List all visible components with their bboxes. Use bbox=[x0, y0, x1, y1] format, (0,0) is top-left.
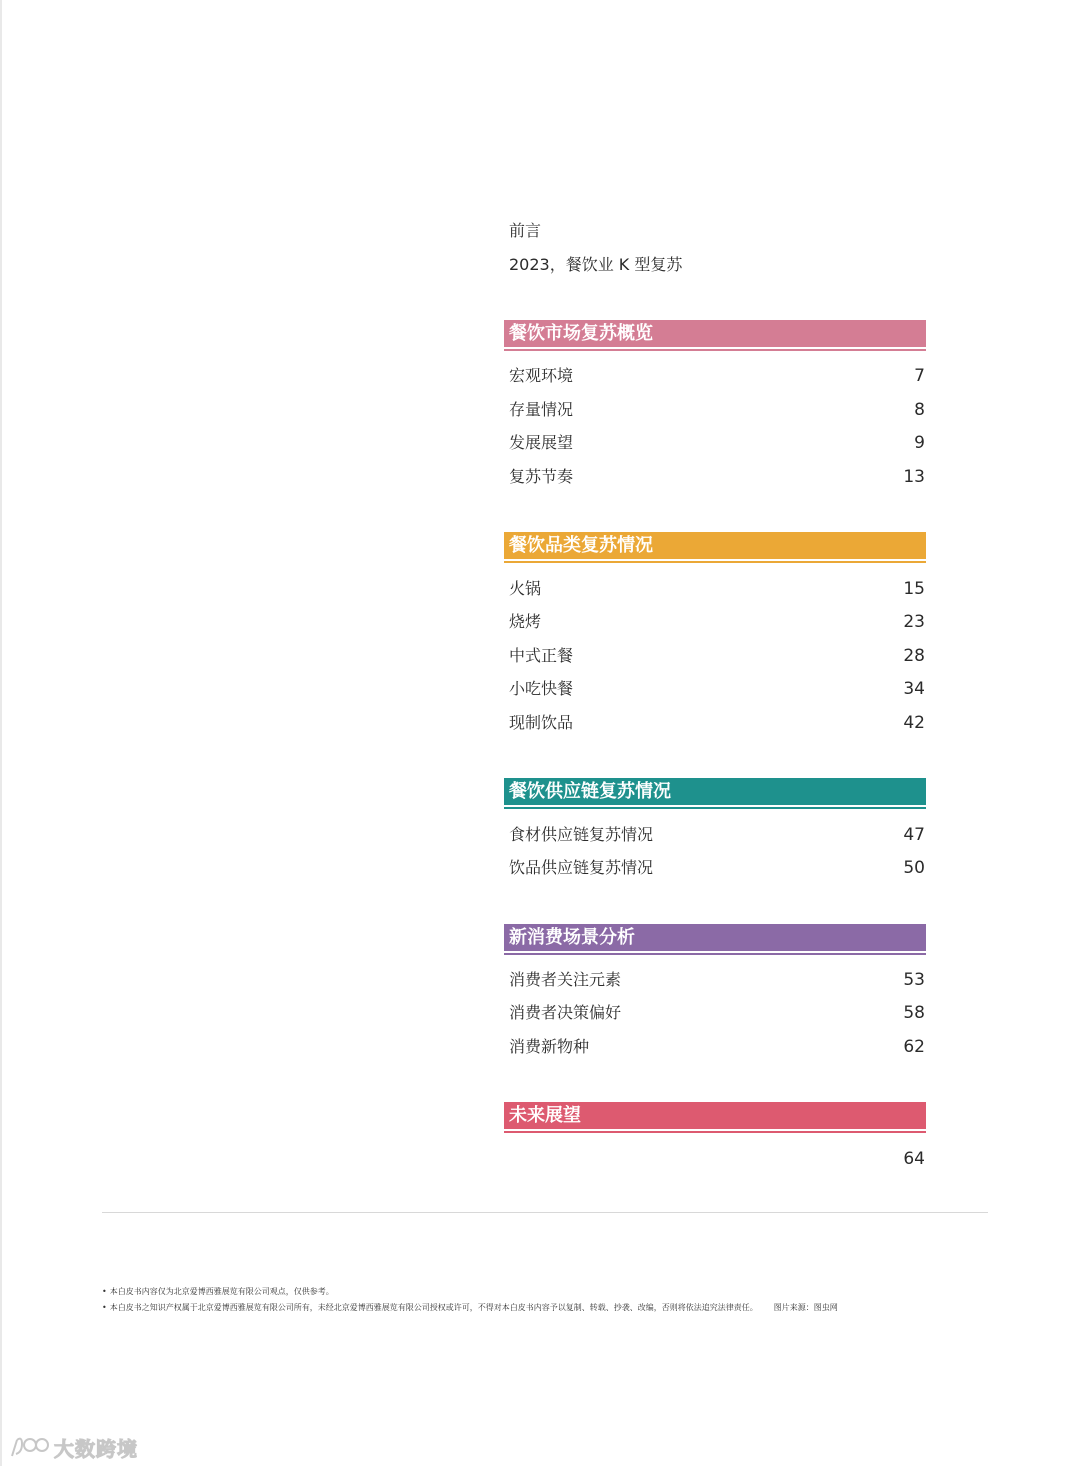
toc-entry-page: 50 bbox=[903, 858, 925, 878]
watermark-logo bbox=[8, 1430, 138, 1464]
intro-subtitle-entry[interactable] bbox=[509, 254, 682, 276]
toc-entry-page: 53 bbox=[903, 970, 925, 990]
toc-entry[interactable] bbox=[504, 712, 926, 734]
bullet-icon: • bbox=[102, 1287, 107, 1296]
toc-entry-page: 64 bbox=[903, 1149, 925, 1169]
image-source-credit: 图片来源：图虫网 bbox=[773, 1303, 838, 1312]
footer-note-copyright bbox=[102, 1302, 838, 1314]
toc-entry[interactable] bbox=[504, 645, 926, 667]
toc-entry[interactable] bbox=[504, 969, 926, 991]
toc-entry[interactable] bbox=[504, 824, 926, 846]
bullet-icon: • bbox=[102, 1303, 107, 1312]
footer-divider bbox=[102, 1212, 988, 1213]
toc-entry-page: 7 bbox=[914, 366, 925, 386]
section-header[interactable] bbox=[504, 320, 926, 347]
toc-entry[interactable] bbox=[504, 1036, 926, 1058]
toc-entry[interactable] bbox=[504, 678, 926, 700]
toc-entry[interactable] bbox=[504, 1002, 926, 1024]
toc-entry-page: 15 bbox=[903, 579, 925, 599]
toc-entry-label: 烧烤 bbox=[509, 612, 542, 631]
toc-entry-label: 火锅 bbox=[509, 579, 542, 598]
toc-entry[interactable] bbox=[504, 399, 926, 421]
section-underline bbox=[504, 349, 926, 351]
toc-entry-label: 饮品供应链复苏情况 bbox=[509, 858, 654, 877]
watermark-text: 大数跨境 bbox=[54, 1436, 138, 1461]
section-supply-chain bbox=[504, 778, 926, 878]
section-underline bbox=[504, 807, 926, 809]
toc-entry[interactable] bbox=[504, 466, 926, 488]
toc-entry-label: 发展展望 bbox=[509, 433, 574, 452]
toc-entry-label: 消费新物种 bbox=[509, 1037, 590, 1056]
preface-entry[interactable] bbox=[509, 220, 541, 242]
toc-entry-page: 13 bbox=[903, 467, 925, 487]
toc-entry[interactable] bbox=[504, 611, 926, 633]
section-header[interactable] bbox=[504, 778, 926, 805]
toc-entry-page: 34 bbox=[903, 679, 925, 699]
toc-entry[interactable] bbox=[504, 857, 926, 879]
toc-entry-page: 28 bbox=[903, 646, 925, 666]
section-header[interactable] bbox=[504, 1102, 926, 1129]
toc-entry-page: 9 bbox=[914, 433, 925, 453]
toc-entry-label: 中式正餐 bbox=[509, 646, 574, 665]
section-underline bbox=[504, 1131, 926, 1133]
toc-entry-label: 消费者决策偏好 bbox=[509, 1003, 622, 1022]
section-title: 新消费场景分析 bbox=[509, 927, 635, 948]
intro-subtitle-label: 2023，餐饮业 K 型复苏 bbox=[509, 255, 683, 274]
toc-entry-label: 小吃快餐 bbox=[509, 679, 574, 698]
toc-entry-page: 23 bbox=[903, 612, 925, 632]
toc-entry[interactable] bbox=[504, 365, 926, 387]
toc-entry-page: 58 bbox=[903, 1003, 925, 1023]
toc-entry[interactable] bbox=[504, 578, 926, 600]
toc-entry-label: 存量情况 bbox=[509, 400, 574, 419]
section-underline bbox=[504, 953, 926, 955]
page-left-edge bbox=[0, 0, 2, 1466]
toc-entry-page: 8 bbox=[914, 400, 925, 420]
section-header[interactable] bbox=[504, 924, 926, 951]
toc-entry-page: 62 bbox=[903, 1037, 925, 1057]
toc-entry-page: 42 bbox=[903, 713, 925, 733]
watermark-mark-icon bbox=[8, 1432, 50, 1462]
toc-entry-page: 47 bbox=[903, 825, 925, 845]
toc-entry-label: 复苏节奏 bbox=[509, 467, 574, 486]
footer-note-disclaimer bbox=[102, 1286, 334, 1298]
toc-entry-label: 食材供应链复苏情况 bbox=[509, 825, 654, 844]
section-new-consumption bbox=[504, 924, 926, 1057]
preface-label: 前言 bbox=[509, 221, 542, 240]
section-title: 未来展望 bbox=[509, 1105, 581, 1126]
section-title: 餐饮供应链复苏情况 bbox=[509, 781, 671, 802]
section-title: 餐饮品类复苏情况 bbox=[509, 535, 653, 556]
toc-entry[interactable] bbox=[504, 432, 926, 454]
section-market-overview bbox=[504, 320, 926, 487]
section-header[interactable] bbox=[504, 532, 926, 559]
section-category-recovery bbox=[504, 532, 926, 733]
footer-note-text: 本白皮书之知识产权属于北京爱博西雅展览有限公司所有，未经北京爱博西雅展览有限公司授权或许可，不得对本白皮书内容予以复制、转载、抄袭、改编，否则将依法追究法律责任。 bbox=[109, 1303, 758, 1312]
toc-entry[interactable] bbox=[504, 1148, 926, 1170]
footer-note-text: 本白皮书内容仅为北京爱博西雅展览有限公司观点，仅供参考。 bbox=[109, 1287, 334, 1296]
toc-entry-label: 现制饮品 bbox=[509, 713, 574, 732]
section-title: 餐饮市场复苏概览 bbox=[509, 323, 653, 344]
toc-entry-label: 消费者关注元素 bbox=[509, 970, 622, 989]
section-future-outlook bbox=[504, 1102, 926, 1169]
section-underline bbox=[504, 561, 926, 563]
toc-entry-label: 宏观环境 bbox=[509, 366, 574, 385]
